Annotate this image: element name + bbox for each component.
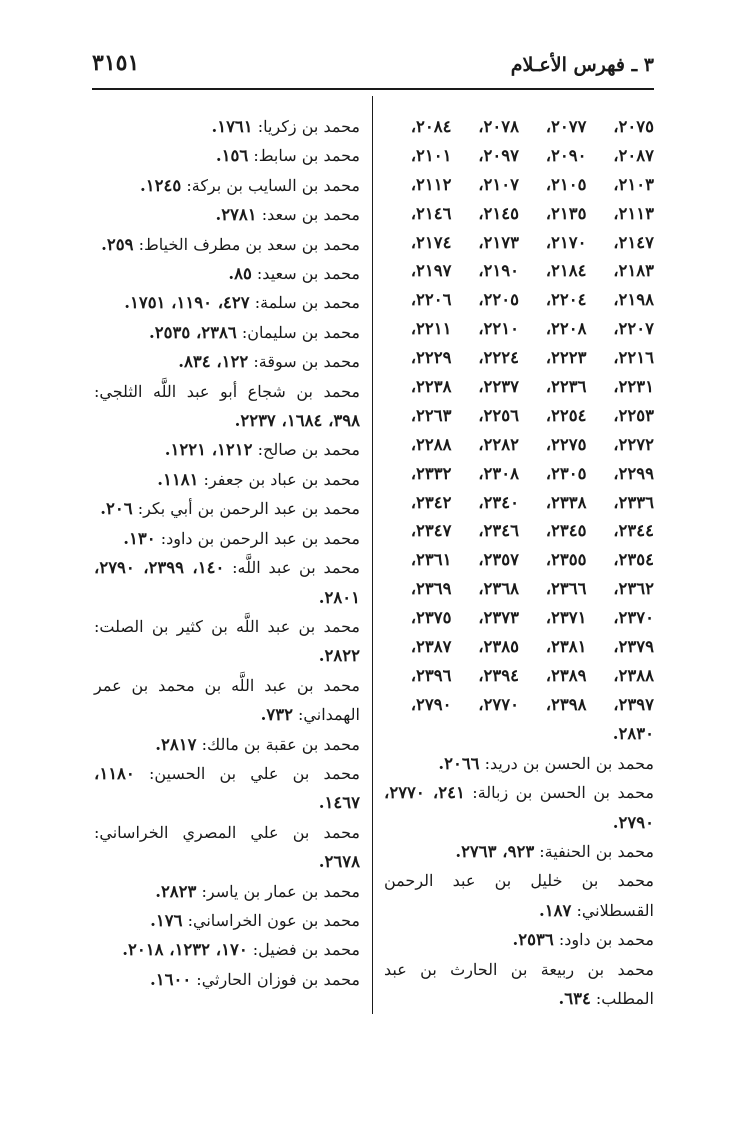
grid-number: ٢٠٧٧،: [545, 116, 587, 136]
entry-name: محمد بن علي المصري الخراساني:: [94, 822, 360, 842]
entry-references: ٨٥.: [228, 264, 252, 284]
entry-name: محمد بن سعيد:: [256, 264, 360, 284]
index-entry: [94, 935, 360, 964]
index-entry: [94, 112, 360, 141]
grid-number: ٢٣٨٩،: [545, 665, 587, 685]
entry-name: محمد بن الحسن بن زبالة:: [472, 783, 654, 803]
entry-name: محمد بن عبد الرحمن بن داود:: [160, 528, 360, 548]
grid-number: ٢٢٢٤،: [478, 348, 519, 368]
grid-row: [384, 545, 654, 574]
page-title: ٣ ـ فهرس الأعـلام: [510, 54, 654, 76]
entry-references: ٢٨٢٣.: [155, 881, 197, 901]
index-entry: [94, 377, 360, 436]
grid-row: [384, 430, 654, 459]
grid-number: ٢٣٩٧،: [613, 694, 654, 714]
entry-references: ٢٤١، ٢٧٧٠، ٢٧٩٠.: [384, 783, 654, 832]
grid-row: [384, 661, 654, 690]
grid-number: ٢٢٠٥،: [478, 290, 519, 310]
entry-name: محمد بن عبد اللَّه بن كثير بن الصلت:: [94, 616, 360, 636]
entry-references: ٦٣٤.: [558, 988, 591, 1008]
index-entry: [94, 318, 360, 347]
entry-name: محمد بن ربيعة بن الحارث بن عبد المطلب:: [384, 959, 654, 1008]
grid-number: ٢٣٥٤،: [613, 550, 654, 570]
header-divider: [92, 88, 654, 90]
entry-references: ١٢١٢، ١٢٢١.: [164, 440, 253, 460]
grid-row: [384, 574, 654, 603]
grid-number: ٢٢١٠،: [478, 319, 519, 339]
grid-number: ٢٣٤٦،: [478, 521, 519, 541]
grid-number: ٢٣٤٥،: [545, 521, 587, 541]
index-entry: [94, 494, 360, 523]
grid-number: ٢٣٩٦،: [410, 665, 452, 685]
grid-number: ٢٣٤٠،: [478, 492, 519, 512]
entry-references: ١٤٠، ٢٣٩٩، ٢٧٩٠، ٢٨٠١.: [94, 558, 360, 607]
entry-references: ١٧٠، ١٢٣٢، ٢٠١٨.: [122, 940, 248, 960]
grid-number: ٢١١٣،: [613, 203, 654, 223]
column-divider: [372, 96, 373, 1014]
grid-number: ٢٣٦١،: [410, 550, 452, 570]
grid-number: ٢٢٣١،: [613, 376, 654, 396]
entry-name: محمد بن داود:: [558, 930, 654, 950]
entry-name: محمد بن عبد الرحمن بن أبي بكر:: [137, 499, 360, 519]
grid-number: ٢٣٤٧،: [410, 521, 452, 541]
grid-number: ٢٠٧٥،: [613, 116, 654, 136]
entry-references: ١٧٦١.: [211, 117, 253, 136]
grid-row: [384, 372, 654, 401]
grid-number: ٢٢٨٢،: [478, 434, 519, 454]
right-entries-list: [384, 749, 654, 1014]
grid-number: ٢٢٥٤،: [545, 405, 587, 425]
index-entry: [94, 465, 360, 494]
grid-number: ٢٧٧٠،: [478, 694, 519, 714]
grid-number: ٢٣٨١،: [545, 636, 587, 656]
grid-number: ٢٢٣٦،: [545, 376, 587, 396]
entry-references: ١٢٢، ٨٣٤.: [178, 352, 249, 372]
index-entry: [384, 837, 654, 866]
grid-number: ٢١٨٣،: [613, 261, 654, 281]
grid-number: ٢١٤٥،: [478, 203, 519, 223]
entry-name: محمد بن سعد:: [261, 205, 360, 225]
entry-references: ٢٠٦٦.: [438, 753, 480, 773]
entry-references: ٢٨٢٢.: [318, 646, 360, 666]
grid-number: ٢١٤٦،: [410, 203, 452, 223]
entry-references: ١١٨٠، ١٤٦٧.: [94, 763, 360, 813]
entry-references: ١٣٠.: [123, 528, 156, 548]
grid-number: ٢١٠١،: [410, 145, 452, 165]
entry-name: محمد بن عباد بن جعفر:: [203, 469, 360, 489]
grid-number: ٢٢٠٨،: [545, 319, 587, 339]
grid-number: ٢١٨٤،: [545, 261, 587, 281]
grid-number: ٢٢٣٧،: [478, 376, 519, 396]
grid-number: ٢٣٥٥،: [545, 550, 587, 570]
left-column: [94, 112, 360, 994]
grid-number: ٢٣٧٠،: [613, 608, 654, 628]
grid-row: [384, 256, 654, 285]
grid-row: [384, 632, 654, 661]
grid-row: [384, 459, 654, 488]
grid-row: [384, 228, 654, 257]
grid-number: ٢١٩٠،: [478, 261, 519, 281]
entry-references: ١٨٧.: [539, 900, 572, 920]
grid-number: ٢٢٠٧،: [613, 319, 654, 339]
grid-number: ٢٣٦٨،: [478, 579, 519, 599]
grid-number: ٢٣٣٨،: [545, 492, 587, 512]
grid-number: ٢٣٧٥،: [410, 608, 452, 628]
entry-references: ١٢٤٥.: [140, 175, 182, 195]
grid-row: [384, 314, 654, 343]
grid-number: ٢١٧٣،: [478, 232, 519, 252]
grid-number: ٢١٧٠،: [545, 232, 587, 252]
index-entry: [384, 778, 654, 837]
entry-references: ١٥٦.: [215, 146, 249, 166]
index-entry: [94, 171, 360, 200]
entry-references: ٢٥٩.: [101, 234, 134, 254]
entry-name: محمد بن عقبة بن مالك:: [201, 734, 360, 754]
entry-references: ١٧٦.: [150, 910, 183, 930]
grid-number: ٢٢١١،: [410, 319, 452, 339]
index-entry: [94, 141, 360, 170]
grid-number: ٢٠٨٤،: [410, 116, 452, 136]
grid-row: [384, 285, 654, 314]
index-entry: [94, 347, 360, 376]
grid-tail-number: ٢٨٣٠.: [612, 723, 654, 743]
index-entry: [94, 435, 360, 464]
grid-number: ٢٢٠٦،: [410, 290, 452, 310]
grid-number: ٢٢٥٣،: [613, 405, 654, 425]
grid-row: [384, 488, 654, 517]
grid-number: ٢٢٠٤،: [545, 290, 587, 310]
index-entry: [94, 200, 360, 229]
grid-number: ٢٣٦٢،: [613, 579, 654, 599]
entry-references: ٤٢٧، ١١٩٠، ١٧٥١.: [124, 293, 250, 313]
grid-number: ٢١٩٧،: [410, 261, 452, 281]
grid-number: ٢٣٦٩،: [410, 579, 452, 599]
grid-number: ٢١١٢،: [410, 174, 452, 194]
grid-number: ٢٣٧٣،: [478, 608, 519, 628]
entry-name: محمد بن فوزان الحارثي:: [196, 969, 360, 989]
entry-name: محمد بن علي بن الحسين:: [148, 763, 360, 783]
entry-name: محمد بن الحسن بن دريد:: [484, 753, 654, 773]
index-entry: [94, 288, 360, 317]
grid-number: ٢٣٧٩،: [613, 636, 654, 656]
grid-row: [384, 199, 654, 228]
entry-name: محمد بن سليمان:: [241, 322, 360, 342]
grid-number: ٢٣٧١،: [545, 608, 587, 628]
grid-number: ٢١٧٤،: [410, 232, 452, 252]
grid-number: ٢٢٩٩،: [613, 463, 654, 483]
index-entry: [94, 818, 360, 877]
grid-number: ٢٢٨٨،: [410, 434, 452, 454]
grid-number: ٢٣٠٨،: [478, 463, 519, 483]
grid-row: [384, 112, 654, 141]
entry-name: محمد بن خليل بن عبد الرحمن القسطلاني:: [384, 871, 654, 920]
grid-number: ٢١٤٧،: [613, 232, 654, 252]
index-entry: [94, 230, 360, 259]
grid-number: ٢١٠٣،: [613, 174, 654, 194]
grid-number: ٢٠٩٧،: [478, 145, 519, 165]
entry-name: محمد بن عمار بن ياسر:: [201, 881, 360, 901]
grid-number: ٢٢٦٣،: [410, 405, 452, 425]
grid-number: ٢٢٧٥،: [545, 434, 587, 454]
grid-row: [384, 690, 654, 719]
grid-number: ٢٢٧٢،: [613, 434, 654, 454]
grid-row: [384, 170, 654, 199]
entry-name: محمد بن عبد اللَّه:: [232, 558, 360, 578]
entry-references: ٢٣٨٦، ٢٥٣٥.: [149, 322, 237, 342]
grid-number: ٢٢٢٩،: [410, 348, 452, 368]
entry-name: محمد بن زكريا:: [257, 117, 360, 136]
entry-name: محمد بن عون الخراساني:: [187, 910, 360, 930]
grid-number: ٢٠٧٨،: [478, 116, 519, 136]
index-entry: [94, 612, 360, 671]
grid-row: [384, 401, 654, 430]
index-entry: [94, 906, 360, 935]
index-entry: [384, 925, 654, 954]
entry-name: محمد بن سلمة:: [254, 293, 360, 313]
grid-row: [384, 516, 654, 545]
entry-references: ٣٩٨، ١٦٨٤، ٢٢٣٧.: [234, 411, 360, 431]
grid-number: ٢٢٣٨،: [410, 376, 452, 396]
grid-number: ٢١٠٧،: [478, 174, 519, 194]
grid-number: ٢١٩٨،: [613, 290, 654, 310]
index-entry: [94, 759, 360, 818]
grid-number: ٢٣٣٦،: [613, 492, 654, 512]
grid-number: ٢١٠٥،: [545, 174, 587, 194]
index-entry: [384, 955, 654, 1014]
entry-references: ٢٦٧٨.: [318, 852, 360, 872]
index-entry: [384, 749, 654, 778]
grid-number: ٢٣٤٢،: [410, 492, 452, 512]
grid-number: ٢٢١٦،: [613, 348, 654, 368]
grid-number: ٢٣٥٧،: [478, 550, 519, 570]
grid-number: ٢٧٩٠،: [410, 694, 452, 714]
entry-references: ٩٢٣، ٢٧٦٣.: [455, 841, 535, 861]
right-column: [384, 112, 654, 1013]
grid-number: ٢٠٨٧،: [613, 145, 654, 165]
entry-references: ٢٨١٧.: [155, 734, 197, 754]
entry-name: محمد بن سوقة:: [253, 352, 360, 372]
index-entry: [94, 553, 360, 612]
entry-name: محمد بن سابط:: [253, 146, 360, 166]
grid-row: [384, 343, 654, 372]
entry-name: محمد بن الحنفية:: [539, 841, 654, 861]
grid-number: ٢٣٦٦،: [545, 579, 587, 599]
grid-row: [384, 603, 654, 632]
entry-name: محمد بن عبد اللَّه بن محمد بن عمر الهمداني:: [94, 675, 360, 725]
index-entry: [94, 730, 360, 759]
reference-number-grid: [384, 112, 654, 719]
grid-number: ٢٣٨٧،: [410, 636, 452, 656]
grid-number: ٢٣٣٢،: [410, 463, 452, 483]
grid-number: ٢٠٩٠،: [545, 145, 587, 165]
entry-name: محمد بن شجاع أبو عبد اللَّه الثلجي:: [94, 381, 360, 401]
entry-references: ١٦٠٠.: [150, 969, 192, 989]
index-entry: [94, 877, 360, 906]
grid-number: ٢٣٨٨،: [613, 665, 654, 685]
left-entries-list: [94, 112, 360, 994]
grid-number: ٢١٣٥،: [545, 203, 587, 223]
index-entry: [94, 671, 360, 730]
index-entry: [384, 866, 654, 925]
index-entry: [94, 259, 360, 288]
grid-number: ٢٣٠٥،: [545, 463, 587, 483]
grid-number: ٢٢٥٦،: [478, 405, 519, 425]
index-entry: [94, 524, 360, 553]
grid-number: ٢٣٩٤،: [478, 665, 519, 685]
entry-references: ٢٠٦.: [100, 499, 133, 519]
page-number: ٣١٥١: [92, 50, 140, 76]
entry-references: ٧٣٢.: [260, 705, 293, 725]
grid-number: ٢٢٢٣،: [545, 348, 587, 368]
grid-number: ٢٣٩٨،: [545, 694, 587, 714]
entry-references: ١١٨١.: [157, 469, 199, 489]
entry-name: محمد بن السايب بن بركة:: [186, 175, 360, 195]
entry-references: ٢٥٣٦.: [512, 930, 554, 950]
grid-row: [384, 141, 654, 170]
entry-name: محمد بن سعد بن مطرف الخياط:: [138, 234, 360, 254]
entry-references: ٢٧٨١.: [215, 205, 257, 225]
entry-name: محمد بن فضيل:: [252, 940, 360, 960]
entry-name: محمد بن صالح:: [257, 440, 360, 460]
grid-number: ٢٣٤٤،: [613, 521, 654, 541]
index-entry: [94, 965, 360, 994]
grid-number: ٢٣٨٥،: [478, 636, 519, 656]
